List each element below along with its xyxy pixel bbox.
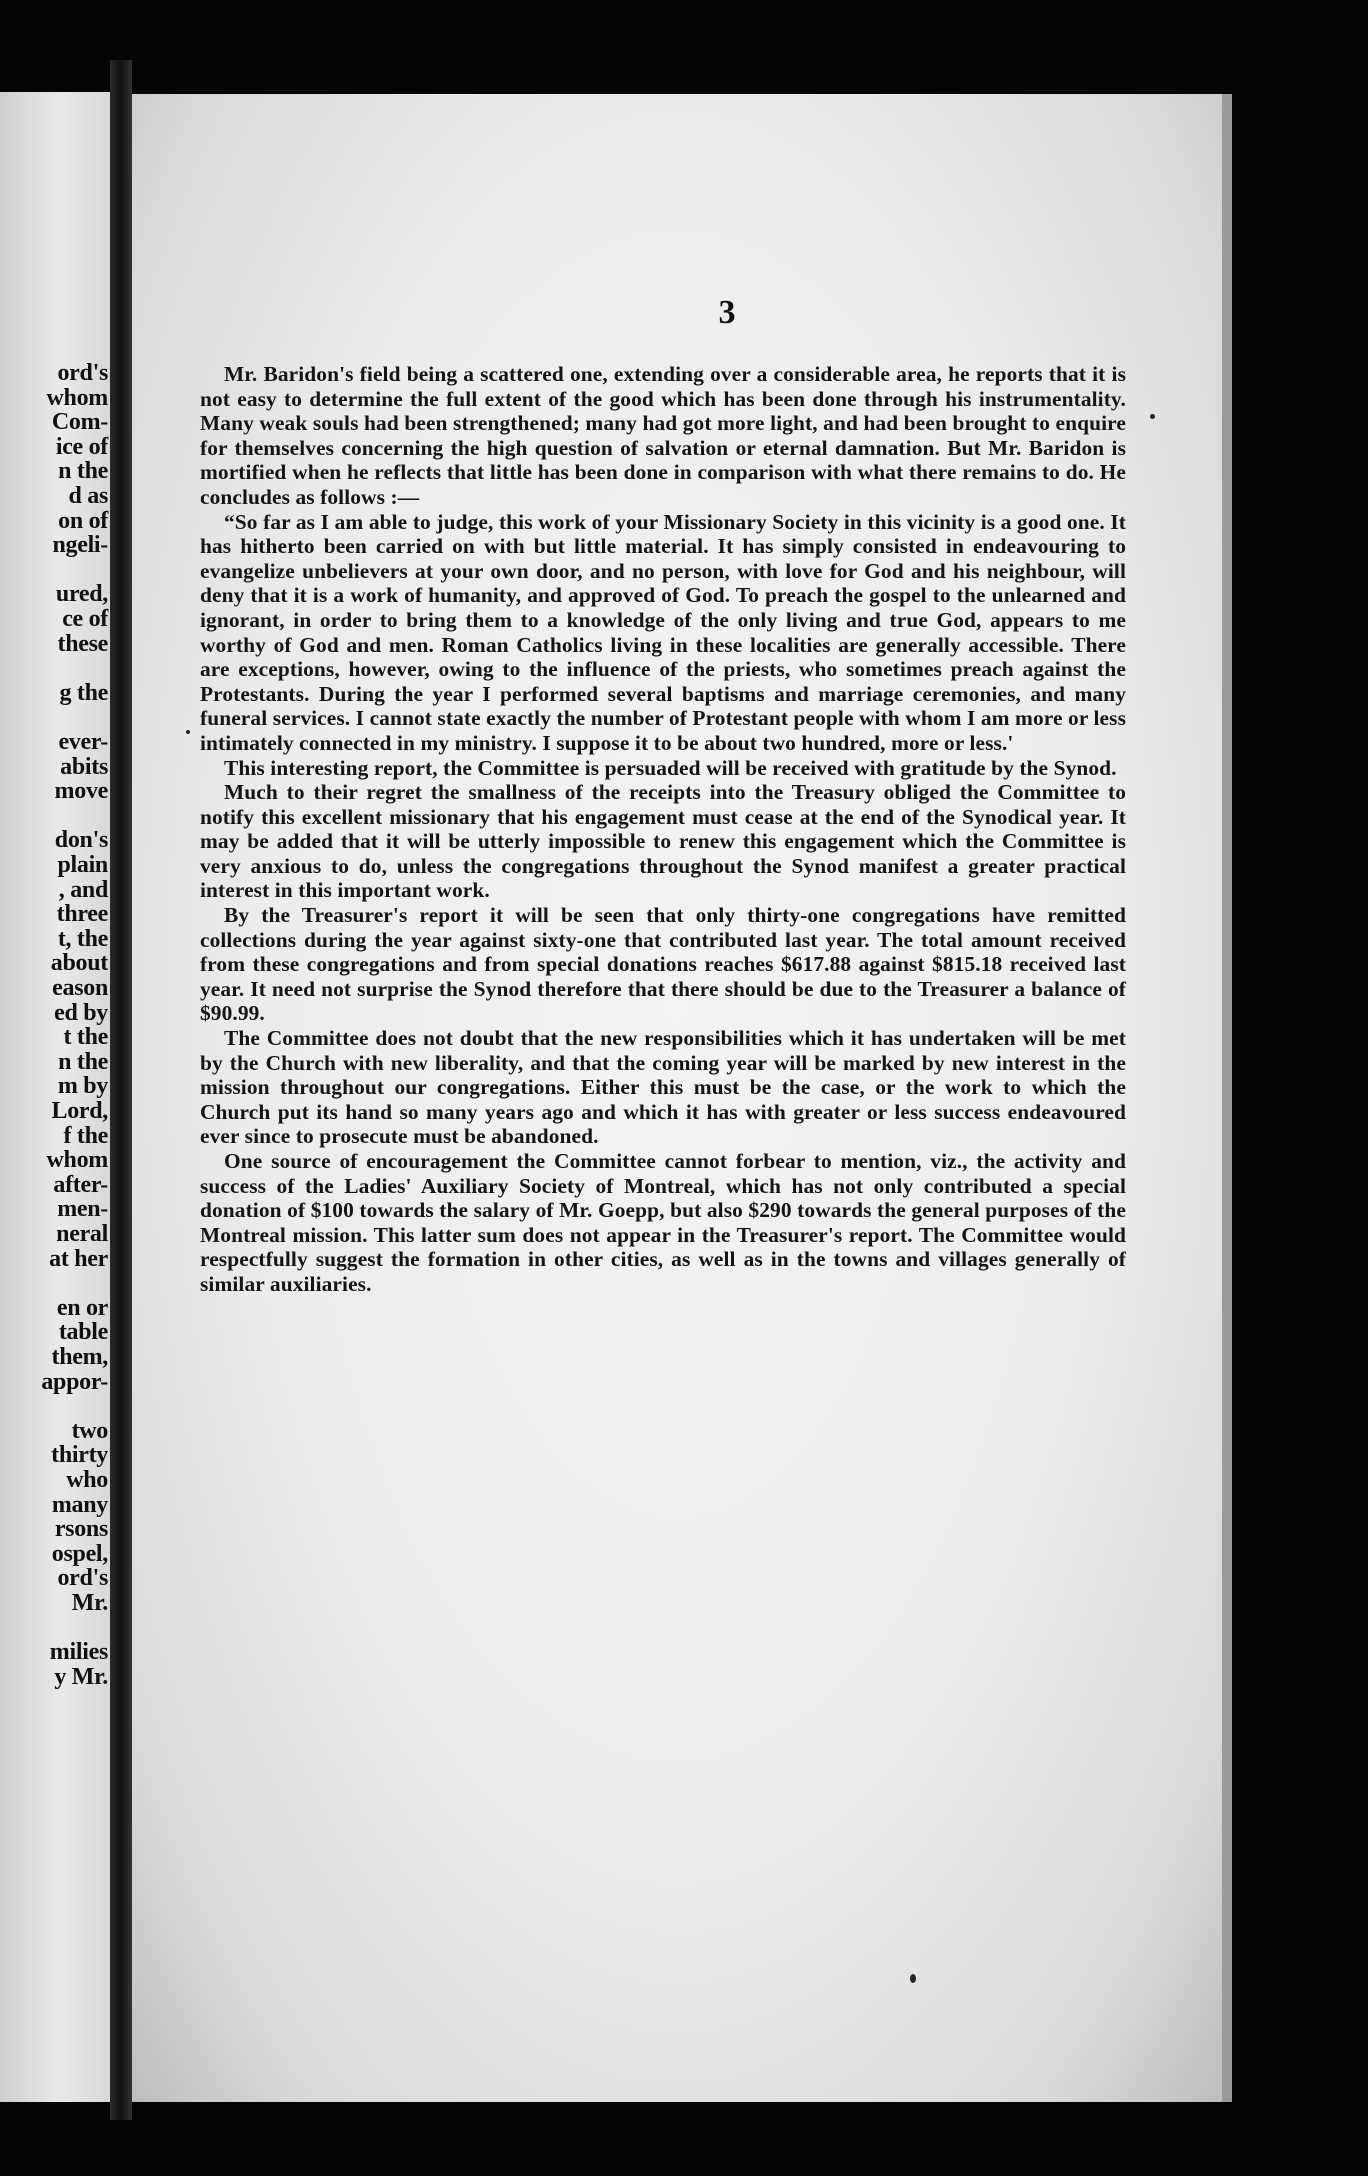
left-page-line: three	[56, 901, 108, 928]
page-gutter	[110, 60, 132, 2120]
left-page-line: t the	[63, 1024, 108, 1051]
left-page-line: about	[50, 950, 108, 977]
left-page-line: ospel,	[51, 1540, 108, 1567]
page-edge	[1222, 94, 1232, 2102]
left-page-line: neral	[56, 1221, 108, 1247]
left-page-line: abits	[60, 753, 108, 780]
left-page-line: men-	[57, 1196, 108, 1223]
left-page-line: rsons	[54, 1516, 108, 1543]
left-page-line: on of	[58, 507, 108, 534]
left-page-line: eason	[52, 975, 108, 1001]
left-page-line: ord's	[57, 360, 108, 386]
left-page-line: table	[58, 1319, 108, 1346]
paragraph-ladies-auxiliary: One source of encouragement the Committee cannot forbear to mention, viz., the activity and success of the Ladies' Auxiliary Society of Montreal, which has not only contributed a special donation of $100 towards the salary of Mr. Goepp, but also $290 towards the general purposes of the Montreal mission. This latter sum does not appear in the Treasurer's report. The Committee would respectfully suggest the formation in other cities, as well as in the towns and villages generally of similar auxiliaries.	[200, 1149, 1126, 1296]
paragraph-new-responsibilities: The Committee does not doubt that the new responsibilities which it has undertaken will be met by the Church with new liberality, and that the coming year will be marked by new interest in the mission throughout our congregations. Either this must be the case, or the work to which the Church put its hand so many years ago and which it has with greater or less success endeavoured ever since to prosecute must be abandoned.	[200, 1026, 1126, 1149]
paragraph-treasury-regret: Much to their regret the smallness of the receipts into the Treasury obliged the Committee to notify this excellent missionary that his engagement must cease at the end of the Synodical year. It may be added that it will be utterly impossible to renew this engagement which the Committee is very anxious to do, unless the congregations throughout the Synod manifest a greater practical interest in this important work.	[200, 780, 1126, 903]
left-page-line: f the	[63, 1122, 108, 1149]
left-page-line: don's	[54, 827, 108, 854]
left-page-line: d as	[68, 483, 108, 509]
paragraph-baridon-field: Mr. Baridon's field being a scattered one, extending over a considerable area, he reports that it is not easy to determine the full extent of the good which has been done through his instrumentality. Many weak souls had been strengthened; many had got more light, and had been brought to enquire for themselves concerning the high question of salvation or eternal damnation. But Mr. Baridon is mortified when he reflects that little has been done in comparison with what there remains to do. He concludes as follows :—	[200, 362, 1126, 509]
paragraph-treasurer-report: By the Treasurer's report it will be seen that only thirty-one congregations have remitted collections during the year against sixty-one that contributed last year. The total amount received from these congregations and from special donations reaches $617.88 against $815.18 received last year. It need not surprise the Synod therefore that there should be due to the Treasurer a balance of $90.99.	[200, 903, 1126, 1026]
left-page-line: whom	[46, 384, 108, 411]
left-page-line: ce of	[62, 606, 108, 632]
left-page-line: n the	[58, 458, 108, 485]
page-number: 3	[718, 294, 736, 331]
left-page-line: g the	[59, 679, 108, 706]
left-page-line: Mr.	[71, 1590, 108, 1616]
left-page-line: milies	[49, 1639, 108, 1666]
left-page-line: ngeli-	[52, 532, 108, 559]
scan-speck	[910, 1974, 916, 1983]
left-page-fragment	[0, 92, 110, 2102]
left-page-line: Lord,	[51, 1098, 108, 1124]
left-page-line: after-	[53, 1171, 108, 1198]
left-page-line: who	[66, 1467, 108, 1493]
left-page-line: plain	[57, 852, 108, 878]
left-page-line: whom	[46, 1147, 108, 1174]
left-page-line: ice of	[55, 433, 108, 460]
left-page-line: ord's	[57, 1565, 108, 1592]
left-page-line: at her	[49, 1245, 108, 1272]
left-page-line: ed by	[54, 999, 108, 1026]
left-page-line: n the	[58, 1048, 108, 1075]
left-page-line: them,	[51, 1344, 108, 1370]
left-page-line: two	[71, 1417, 108, 1444]
left-page-line: t, the	[57, 925, 108, 952]
left-page-line: many	[51, 1491, 108, 1518]
left-page-line: move	[54, 778, 108, 805]
left-page-line: m by	[57, 1073, 108, 1100]
scan-speck	[186, 730, 190, 734]
paragraph-interesting-report: This interesting report, the Committee is persuaded will be received with gratitude by the Synod.	[224, 755, 1117, 780]
left-page-line: en or	[56, 1294, 108, 1321]
left-page-line: Com-	[51, 409, 108, 436]
left-page-line: y Mr.	[54, 1663, 108, 1690]
left-page-line: ured,	[55, 581, 108, 608]
document-page	[132, 94, 1222, 2102]
left-page-line: , and	[58, 876, 108, 903]
left-page-line: ever-	[58, 729, 108, 755]
scan-speck	[1150, 414, 1155, 419]
paragraph-quotation: “So far as I am able to judge, this work of your Missionary Society in this vicinity is a good one. It has hitherto been carried on with but little material. It has simply consisted in endeavouring to evangelize unbelievers at your own door, and no person, with love for God and his neighbour, will deny that it is a work of humanity, and approved of God. To preach the gospel to the unlearned and ignorant, in order to bring them to a knowledge of the only living and true God, appears to me worthy of God and men. Roman Catholics living in these localities are generally accessible. There are exceptions, however, owing to the influence of the priests, who sometimes preach against the Protestants. During the year I performed several baptisms and marriage ceremonies, and many funeral services. I cannot state exactly the number of Protestant people with whom I am more or less intimately connected in my ministry. I suppose it to be about two hundred, more or less.'	[200, 509, 1126, 755]
left-page-line: appor-	[41, 1368, 108, 1395]
left-page-line: thirty	[51, 1442, 108, 1469]
left-page-line: these	[57, 630, 108, 657]
body-text	[200, 362, 1126, 1297]
